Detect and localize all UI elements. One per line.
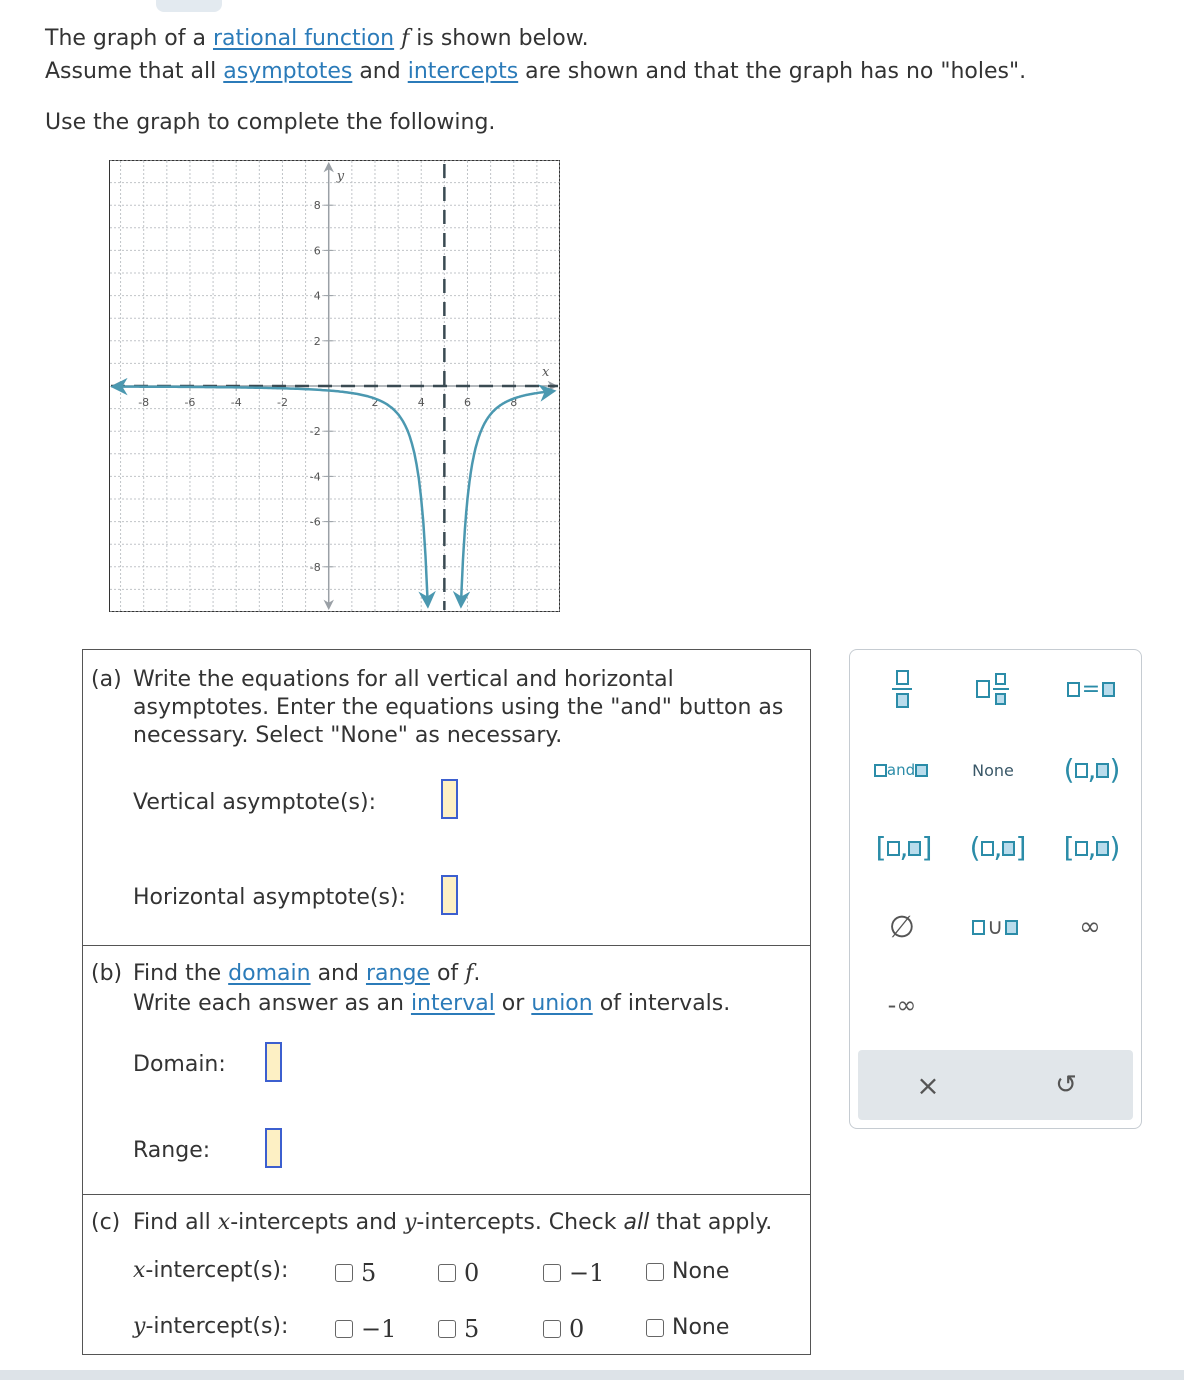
intercepts-link[interactable]: intercepts xyxy=(407,59,519,84)
part-b-prompt: (b) Find the domain and range of f. Write each answer as an interval or union of intervals. xyxy=(91,961,731,1016)
x-intercept-option-none[interactable]: None xyxy=(646,1259,729,1284)
x-intercept-option-neg1[interactable]: −1 xyxy=(543,1259,604,1287)
part-b-panel xyxy=(82,945,811,1195)
x-tick-label: 6 xyxy=(463,396,471,409)
intro-line-1: The graph of a rational function f is shown below. xyxy=(45,26,589,51)
domain-input[interactable] xyxy=(265,1042,282,1082)
checkbox[interactable] xyxy=(335,1264,353,1282)
y-tick-label: 4 xyxy=(313,289,321,303)
x-tick-label: 4 xyxy=(417,396,425,409)
left-open-interval-button[interactable]: ( , ] xyxy=(969,831,1027,864)
x-tick-label: -6 xyxy=(184,396,196,409)
rational-function-link[interactable]: rational function xyxy=(212,26,395,51)
instruction: Use the graph to complete the following. xyxy=(45,110,496,135)
part-c-prompt: (c) Find all x-intercepts and y-intercepts. Check all that apply. xyxy=(91,1210,773,1235)
function-graph xyxy=(109,160,560,612)
range-link[interactable]: range xyxy=(365,961,430,986)
union-button[interactable]: ∪ xyxy=(962,906,1028,948)
horizontal-asymptote-label: Horizontal asymptote(s): xyxy=(133,885,406,910)
horizontal-asymptote-input[interactable] xyxy=(441,875,458,915)
empty-set-button[interactable]: ∅ xyxy=(888,909,916,945)
clear-button[interactable]: × xyxy=(916,1068,940,1102)
y-tick-label: -6 xyxy=(309,515,321,529)
y-intercept-label: y-intercept(s): xyxy=(133,1314,289,1339)
x-tick-label: 2 xyxy=(371,396,379,409)
x-tick-label: 8 xyxy=(510,396,518,409)
y-tick-label: 6 xyxy=(313,244,321,258)
closed-interval-button[interactable]: [ , ] xyxy=(875,831,933,864)
top-tab xyxy=(156,0,222,12)
domain-label: Domain: xyxy=(133,1052,226,1077)
y-tick-label: 8 xyxy=(313,199,321,213)
x-intercept-option-0[interactable]: 0 xyxy=(438,1259,479,1287)
checkbox[interactable] xyxy=(543,1320,561,1338)
x-axis-label: x xyxy=(542,365,550,380)
y-axis-label: y xyxy=(336,169,345,184)
y-tick-label: 2 xyxy=(313,334,321,348)
y-intercept-option-0[interactable]: 0 xyxy=(543,1315,584,1343)
y-intercept-option-none[interactable]: None xyxy=(646,1315,729,1340)
open-interval-button[interactable]: ( , ) xyxy=(1063,753,1121,786)
x-intercept-option-5[interactable]: 5 xyxy=(335,1259,376,1287)
negative-infinity-button[interactable]: -∞ xyxy=(887,991,917,1019)
y-intercept-option-neg1[interactable]: −1 xyxy=(335,1315,396,1343)
right-open-interval-button[interactable]: [ , ) xyxy=(1063,831,1121,864)
vertical-asymptote-input[interactable] xyxy=(441,779,458,819)
y-tick-label: -2 xyxy=(309,425,321,439)
infinity-button[interactable]: ∞ xyxy=(1079,912,1101,942)
checkbox[interactable] xyxy=(438,1264,456,1282)
x-tick-label: -2 xyxy=(276,396,288,409)
undo-button[interactable]: ↺ xyxy=(1055,1070,1077,1100)
x-tick-label: -8 xyxy=(138,396,150,409)
fraction-button[interactable] xyxy=(872,664,932,714)
x-tick-label: -4 xyxy=(230,396,242,409)
interval-link[interactable]: interval xyxy=(410,991,495,1016)
equals-button[interactable]: = xyxy=(1056,664,1126,714)
part-a-panel xyxy=(82,649,811,946)
range-label: Range: xyxy=(133,1138,211,1163)
math-palette xyxy=(849,649,1142,1129)
action-bar xyxy=(858,1050,1133,1120)
range-input[interactable] xyxy=(265,1128,282,1168)
y-intercept-option-5[interactable]: 5 xyxy=(438,1315,479,1343)
union-link[interactable]: union xyxy=(531,991,593,1016)
part-c-panel xyxy=(82,1194,811,1355)
checkbox[interactable] xyxy=(438,1320,456,1338)
y-tick-label: -8 xyxy=(309,560,321,574)
bottom-scrollbar xyxy=(0,1370,1184,1380)
part-a-prompt: (a) Write the equations for all vertical and horizontal asymptotes. Enter the equations using the "and" button as necessary. Select "None" as necessary. xyxy=(91,667,784,748)
intro-text xyxy=(45,22,1026,88)
checkbox[interactable] xyxy=(646,1319,664,1337)
checkbox[interactable] xyxy=(646,1263,664,1281)
vertical-asymptote-label: Vertical asymptote(s): xyxy=(133,790,376,815)
domain-link[interactable]: domain xyxy=(228,961,311,986)
asymptotes-link[interactable]: asymptotes xyxy=(223,59,353,84)
y-tick-label: -4 xyxy=(309,470,321,484)
mixed-number-button[interactable] xyxy=(962,664,1022,714)
intro-line-2: Assume that all asymptotes and intercepts are shown and that the graph has no "holes". xyxy=(45,59,1027,84)
checkbox[interactable] xyxy=(543,1264,561,1282)
and-button[interactable]: and xyxy=(864,750,938,790)
x-intercept-label: x-intercept(s): xyxy=(133,1258,289,1283)
none-button[interactable]: None xyxy=(972,760,1014,780)
checkbox[interactable] xyxy=(335,1320,353,1338)
